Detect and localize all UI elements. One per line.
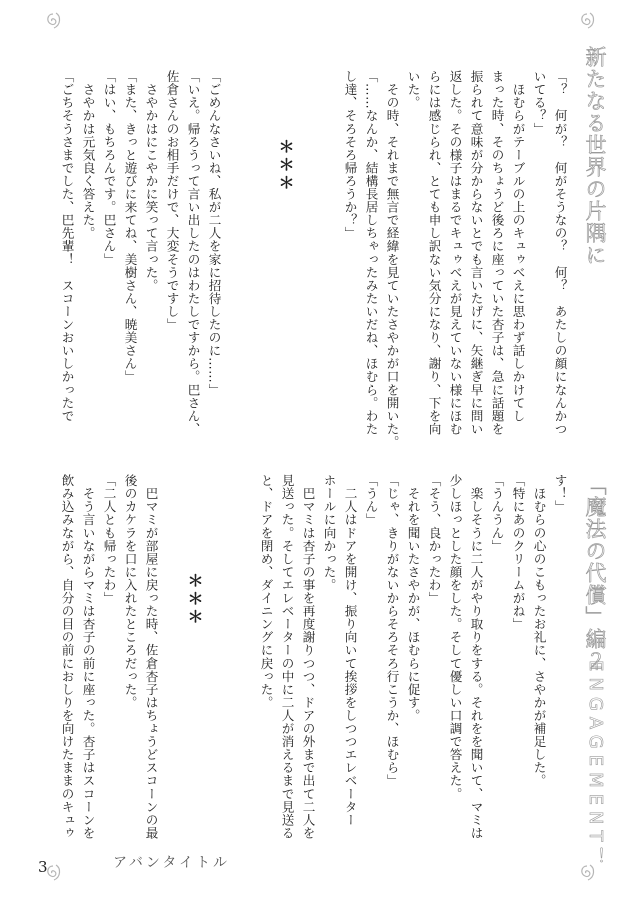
text-line: ほむらの心のこもったお礼に、さやかが補足した。 xyxy=(531,474,547,788)
text-line: そう言いながらマミは杏子の前に座った。杏子はスコーンを xyxy=(80,474,96,840)
text-line: 返した。その様子はまるでキュゥべえが見えていない様にほむ xyxy=(447,70,463,436)
book-title: 「魔法の代償」編２ xyxy=(583,474,607,672)
text-line: 「いえ。帰ろうって言い出したのはわたしですから。巴さん、 xyxy=(185,70,201,436)
text-line: 「特にあのクリームがね」 xyxy=(510,474,526,631)
text-line: まった時、そのちょうど後ろに座っていた杏子は、急に話題を xyxy=(489,70,505,436)
scene-separator: ＊＊＊ xyxy=(185,572,204,626)
text-line: 「……なんか、結構長居しちゃったみたいだね、ほむら。わた xyxy=(363,70,379,436)
text-line: 「じゃ、きりがないからそろそろ行こうか、ほむら」 xyxy=(384,474,400,788)
swirl-ornament-icon xyxy=(42,10,64,32)
text-line: さやかはにこやかに笑って言った。 xyxy=(143,70,159,292)
text-line: 「そう、良かったわ」 xyxy=(426,474,442,605)
text-line: 振られて意味が分からないとでも言いたげに、矢継ぎ早に問い xyxy=(468,70,484,436)
swirl-ornament-icon xyxy=(576,10,598,32)
text-line: す！」 xyxy=(552,474,568,514)
text-line: 「うん」 xyxy=(363,474,379,527)
text-line: 佐倉さんのお相手だけで、大変そうですし」 xyxy=(164,70,180,331)
text-line: ほむらがテーブルの上のキュゥべえに思わず話しかけてし xyxy=(510,70,526,423)
text-line: 「はい、もちろんです。巴さん」 xyxy=(101,70,117,266)
text-line: いてる？」 xyxy=(531,70,547,136)
text-line: 「ごめんなさいね、私が二人を家に招待したのに……」 xyxy=(206,70,222,397)
text-line: 楽しそうに二人がやり取りをする。それをを聞いて、マミは xyxy=(468,474,484,840)
text-line: ホールに向かった。 xyxy=(321,474,337,592)
text-line: その時、それまで無言で経緯を見ていたさやかが口を開いた。 xyxy=(384,70,400,449)
text-line: それを聞いたさやかが、ほむらに促す。 xyxy=(405,474,421,722)
text-line: 少しほっとした顔をした。そして優しい口調で答えた。 xyxy=(447,474,463,801)
text-line: さやかは元気良く答えた。 xyxy=(80,70,96,240)
text-line: 巴マミは杏子の事を再度謝りつつ、ドアの外まで出て二人を xyxy=(300,474,316,840)
text-line: 「？ 何が？ 何がそうなの？ 何？ あたしの顔になんかつ xyxy=(552,70,568,436)
text-line: 二人はドアを開け、振り向いて挨拶をしつつエレベーター xyxy=(342,474,358,827)
text-line: いた。 xyxy=(405,70,421,110)
text-line: 「二人とも帰ったわ」 xyxy=(101,474,117,605)
text-line: 後のカケラを口に入れたところだった。 xyxy=(122,474,138,709)
text-line: 巴マミが部屋に戻った時、佐倉杏子はちょうどスコーンの最 xyxy=(143,474,159,840)
scene-separator: ＊＊＊ xyxy=(276,138,295,192)
text-line: らには感じられ、とても申し訳ない気分になり、謝り、下を向 xyxy=(426,70,442,436)
text-line: 見送った。そしてエレベーターの中に二人が消えるまで見送る xyxy=(279,474,295,840)
engagement-label: ENGAGEMENT！ xyxy=(585,660,606,872)
text-line: し達、そろそろ帰ろうか？」 xyxy=(342,70,358,240)
series-title: 新たなる世界の片隅に xyxy=(583,46,607,266)
text-line: 「ごちそうさまでした、巴先輩！ スコーンおいしかったで xyxy=(59,70,75,423)
text-line: 飲み込みながら、自分の目の前におしりを向けたままのキュゥ xyxy=(59,474,75,840)
page-number: 3 xyxy=(38,858,48,876)
text-line: 「うんうん」 xyxy=(489,474,505,553)
text-line: 「また、きっと遊びに来てね、美樹さん、暁美さん」 xyxy=(122,70,138,384)
text-line: と、ドアを閉め、ダイニングに戻った。 xyxy=(258,474,274,709)
running-title: アバンタイトル xyxy=(113,855,231,871)
